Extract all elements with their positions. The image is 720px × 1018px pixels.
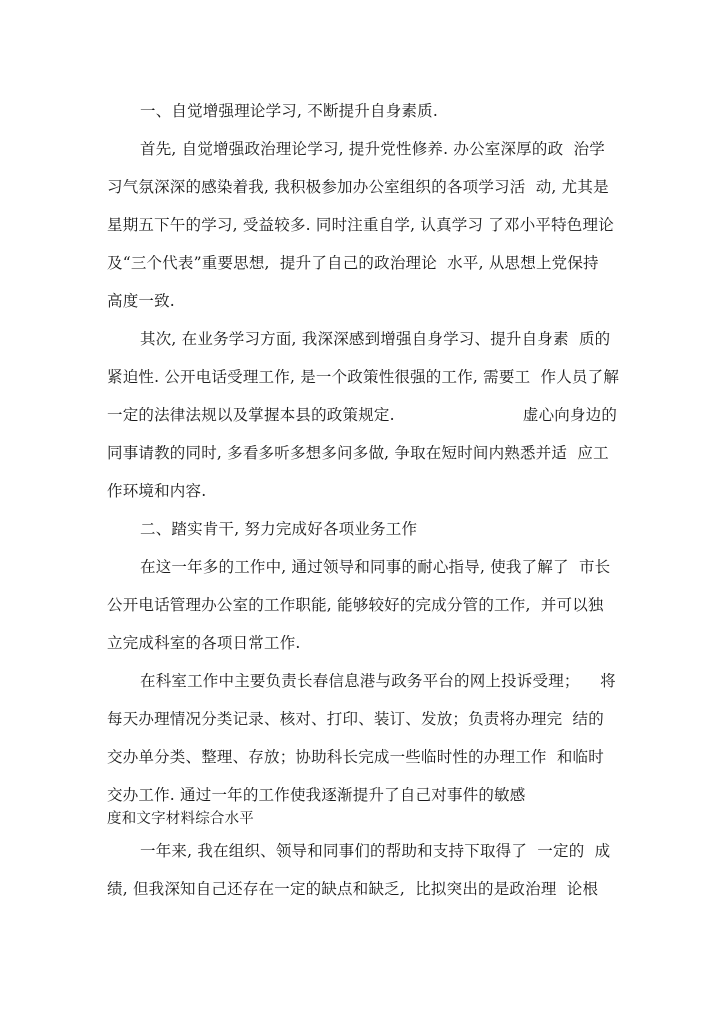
paragraph-line: 习气氛深深的感染着我, 我积极参加办公室组织的各项学习活 动, 尤其是: [107, 178, 609, 196]
section-heading-2: 二、踏实肯干, 努力完成好各项业务工作: [140, 520, 418, 538]
paragraph-line: 其次, 在业务学习方面, 我深深感到增强自身学习、提升自身素 质的: [140, 330, 611, 348]
paragraph-line: 立完成科室的各项日常工作.: [107, 634, 301, 652]
paragraph-line: 交办工作. 通过一年的工作使我逐渐提升了自己对事件的敏感: [107, 786, 526, 804]
paragraph-line: 星期五下午的学习, 受益较多. 同时注重自学, 认真学习 了邓小平特色理论: [107, 216, 614, 234]
paragraph-line: 高度一致.: [107, 292, 175, 310]
paragraph-line: 交办单分类、整理、存放；协助科长完成一些临时性的办理工作 和临时: [107, 748, 604, 766]
paragraph-line: 作环境和内容.: [107, 482, 207, 500]
paragraph-line: 每天办理情况分类记录、核对、打印、装订、发放；负责将办理完 结的: [107, 710, 604, 728]
paragraph-line: 首先, 自觉增强政治理论学习, 提升党性修养. 办公室深厚的政 治学: [140, 140, 605, 158]
paragraph-line: 绩, 但我深知自己还存在一定的缺点和缺乏, 比拟突出的是政治理 论根: [107, 880, 599, 898]
paragraph-line: 紧迫性. 公开电话受理工作, 是一个政策性很强的工作, 需要工 作人员了解: [107, 368, 620, 386]
paragraph-line: 一定的法律法规以及掌握本县的政策规定. 虚心向身边的: [107, 406, 618, 424]
paragraph-line: 公开电话管理办公室的工作职能, 能够较好的完成分管的工作, 并可以独: [107, 596, 604, 614]
paragraph-line: 在科室工作中主要负责长春信息港与政务平台的网上投诉受理； 将: [140, 672, 616, 690]
paragraph-line: 一年来, 我在组织、领导和同事们的帮助和支持下取得了 一定的 成: [140, 842, 611, 860]
section-heading-1: 一、自觉增强理论学习, 不断提升自身素质.: [140, 102, 438, 120]
paragraph-line: 在这一年多的工作中, 通过领导和同事的耐心指导, 使我了解了 市长: [140, 558, 611, 576]
paragraph-line: 及“三个代表”重要思想, 提升了自己的政治理论 水平, 从思想上党保持: [107, 254, 599, 272]
paragraph-line: 度和文字材料综合水平: [107, 811, 254, 827]
paragraph-line: 同事请教的同时, 多看多听多想多问多做, 争取在短时间内熟悉并适 应工: [107, 444, 609, 462]
